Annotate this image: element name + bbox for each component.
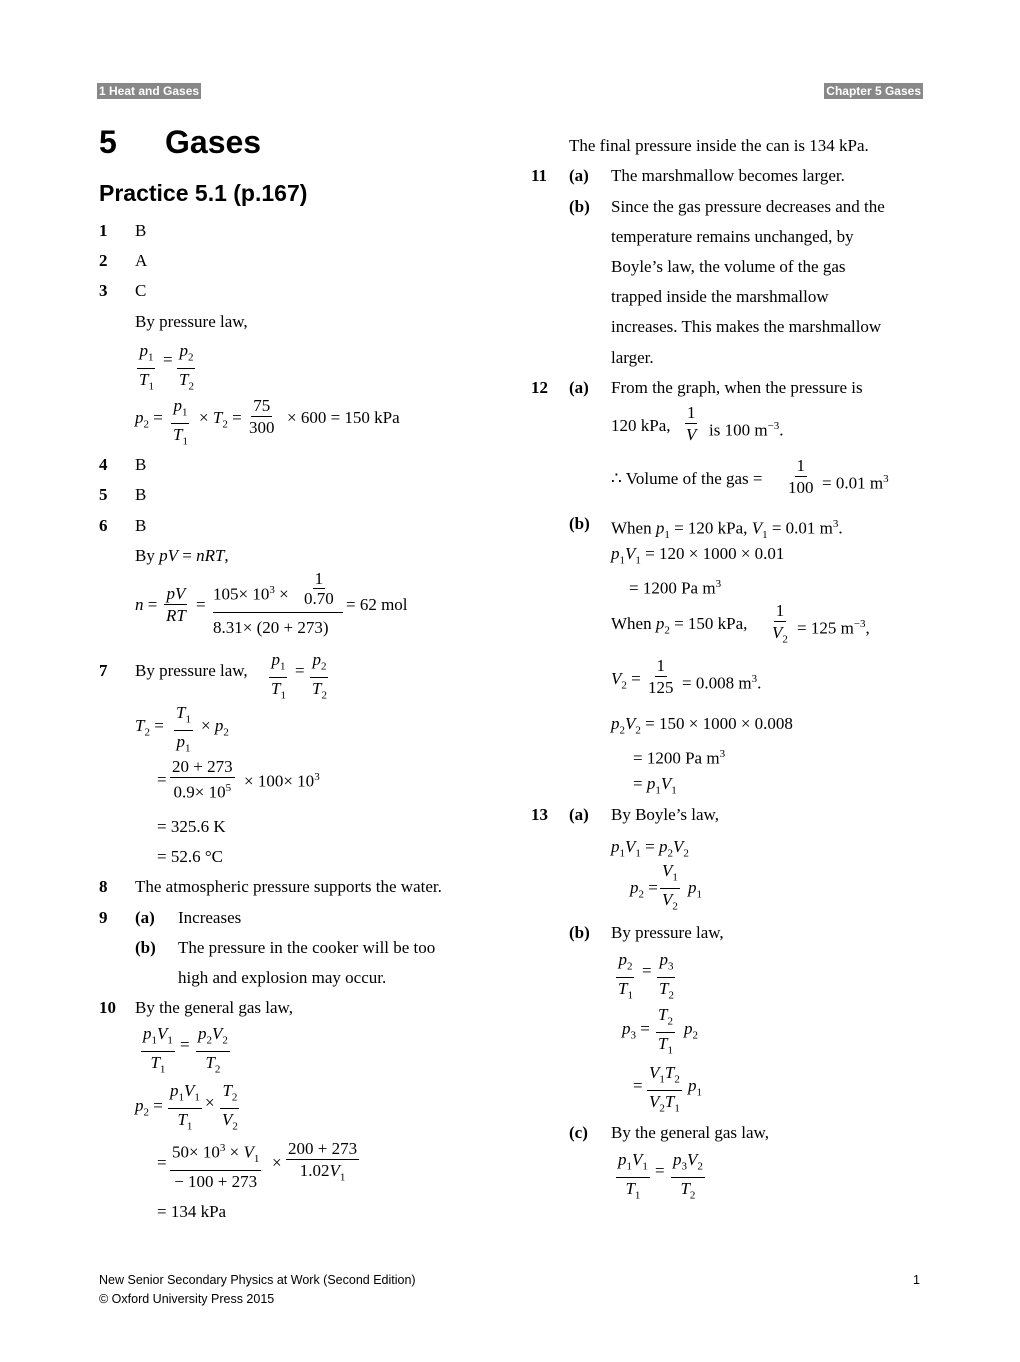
answer: By Boyle’s law, bbox=[611, 805, 719, 824]
answer-line: trapped inside the marshmallow bbox=[611, 287, 829, 306]
part-label: (a) bbox=[569, 378, 589, 397]
fraction: $p_1V_1$ $T_1$ bbox=[170, 1081, 200, 1133]
question-number: 8 bbox=[99, 877, 108, 896]
practice-heading: Practice 5.1 (p.167) bbox=[99, 180, 308, 206]
page-title bbox=[99, 124, 261, 161]
answer: ∴ Volume of the gas = bbox=[611, 469, 763, 488]
equation-result: = $p_1V_1$ bbox=[633, 774, 677, 797]
answer: B bbox=[135, 485, 147, 504]
fraction: $p_2$ $T_2$ bbox=[312, 650, 327, 702]
question-number: 2 bbox=[99, 251, 108, 270]
fraction: $p_3V_2$ $T_2$ bbox=[673, 1150, 703, 1202]
equation-result: = 0.01 $m^3$ bbox=[822, 473, 889, 493]
answer: Increases bbox=[178, 908, 242, 927]
question-number: 3 bbox=[99, 281, 108, 300]
header-chapter-name: Chapter 5 Gases bbox=[826, 84, 921, 98]
fraction: 200 + 273 $1.02V_1$ bbox=[288, 1139, 358, 1184]
answer: is 100 $m^{-3}$. bbox=[709, 420, 784, 440]
chapter-name: Gases bbox=[165, 124, 262, 160]
fraction: $p_1V_1$ $T_1$ bbox=[618, 1150, 648, 1202]
fraction: pV RT bbox=[166, 584, 186, 625]
answer: A bbox=[135, 251, 148, 270]
fraction: 1 V bbox=[686, 403, 697, 444]
part-label: (b) bbox=[569, 923, 590, 942]
part-label: (b) bbox=[569, 197, 590, 216]
fraction: $p_2V_2$ $T_2$ bbox=[198, 1024, 228, 1076]
answer: C bbox=[135, 281, 147, 300]
fraction: $p_2$ $T_1$ bbox=[618, 950, 633, 1002]
answer: From the graph, when the pressure is bbox=[611, 378, 863, 397]
answer: B bbox=[135, 221, 147, 240]
solution-text: By the general gas law, bbox=[135, 998, 293, 1017]
answer: When $p_2 = 150$ kPa, bbox=[611, 614, 748, 637]
fraction: 1 100 bbox=[788, 456, 814, 497]
answer: The atmospheric pressure supports the water. bbox=[135, 877, 442, 896]
fraction: $T_1$ $p_1$ bbox=[176, 703, 191, 755]
answer-line: temperature remains unchanged, by bbox=[611, 227, 854, 246]
page-number: 1 bbox=[913, 1273, 920, 1287]
chapter-number: 5 bbox=[99, 124, 117, 160]
equation-result: = 134 kPa bbox=[157, 1202, 227, 1221]
equation-result: × 600 = 150 kPa bbox=[287, 408, 400, 427]
answer: By pressure law, bbox=[611, 923, 724, 942]
question-number: 6 bbox=[99, 516, 108, 535]
equation-result: = 325.6 K bbox=[157, 817, 226, 836]
question-number: 7 bbox=[99, 661, 108, 680]
answer: When $p_1 = 120$ kPa, $V_1 = 0.01$ $m^3$. bbox=[611, 518, 843, 542]
fraction: 1 0.70 bbox=[304, 569, 334, 608]
fraction: 20 + 273 $0.9\times 10^5$ bbox=[172, 757, 233, 802]
question-number: 1 bbox=[99, 221, 108, 240]
equation-result: = 0.008 $m^3$. bbox=[682, 673, 762, 693]
header-chapter-part: 1 Heat and Gases bbox=[99, 84, 200, 98]
equation-lhs: $p_2$ = bbox=[135, 408, 163, 431]
question-number: 9 bbox=[99, 908, 108, 927]
question-number: 12 bbox=[531, 378, 548, 397]
answer: B bbox=[135, 516, 147, 535]
equation-result: = 1200 Pa $m^3$ bbox=[633, 748, 726, 768]
equation-term: × $100\times 10^3$ bbox=[244, 771, 320, 791]
fraction: $T_2$ $T_1$ bbox=[658, 1005, 673, 1057]
part-label: (b) bbox=[135, 938, 156, 957]
footer-copyright: © Oxford University Press 2015 bbox=[99, 1292, 275, 1306]
fraction: $p_3$ $T_2$ bbox=[659, 950, 674, 1002]
part-label: (a) bbox=[569, 805, 589, 824]
question-number: 13 bbox=[531, 805, 548, 824]
question-number: 5 bbox=[99, 485, 108, 504]
fraction: 75 300 bbox=[249, 396, 275, 437]
fraction: $V_1T_2$ $V_2T_1$ bbox=[649, 1063, 680, 1115]
fraction: 1 125 bbox=[648, 656, 674, 697]
solution-text: By pressure law, bbox=[135, 661, 248, 680]
answer: 120 kPa, bbox=[611, 416, 671, 435]
answer-line: Since the gas pressure decreases and the bbox=[611, 197, 885, 216]
numerator: $105\times 10^3$ × bbox=[213, 584, 289, 604]
fraction: $T_2$ $V_2$ bbox=[222, 1081, 238, 1133]
answer: The pressure in the cooker will be too bbox=[178, 938, 436, 957]
fraction: $p_1$ $T_1$ bbox=[139, 341, 154, 393]
solution-text: By pV = nRT, bbox=[135, 546, 229, 565]
fraction: $p_1$ $T_1$ bbox=[271, 650, 286, 702]
equation: $p_2V_2 = 150 \times 1000 \times 0.008$ bbox=[611, 714, 793, 737]
fraction: 1 $V_2$ bbox=[772, 601, 788, 646]
answer-line: increases. This makes the marshmallow bbox=[611, 317, 882, 336]
question-number: 4 bbox=[99, 455, 108, 474]
fraction: $V_1$ $V_2$ bbox=[662, 861, 678, 913]
equation-result: = 62 mol bbox=[346, 595, 408, 614]
denominator: 8.31× (20 + 273) bbox=[213, 618, 329, 637]
solution-text: By pressure law, bbox=[135, 312, 248, 331]
fraction: $p_1V_1$ $T_1$ bbox=[143, 1024, 173, 1076]
answer: By the general gas law, bbox=[611, 1123, 769, 1142]
footer-book-title: New Senior Secondary Physics at Work (Second Edition) bbox=[99, 1273, 416, 1287]
answer: B bbox=[135, 455, 147, 474]
part-label: (c) bbox=[569, 1123, 588, 1142]
part-label: (a) bbox=[569, 166, 589, 185]
equation: $p_1V_1 = 120 \times 1000 \times 0.01$ bbox=[611, 544, 785, 567]
fraction: $p_1$ $T_1$ bbox=[173, 396, 188, 448]
equation-result: = 125 $m^{-3}$, bbox=[797, 618, 870, 638]
part-label: (a) bbox=[135, 908, 155, 927]
answer: The marshmallow becomes larger. bbox=[611, 166, 845, 185]
answer: The final pressure inside the can is 134 kPa. bbox=[569, 136, 869, 155]
equation-result: = 52.6 °C bbox=[157, 847, 223, 866]
fraction: $50\times 10^3 \times V_1$ − 100 + 273 bbox=[170, 1139, 261, 1191]
question-number: 11 bbox=[531, 166, 548, 185]
equation: $p_1V_1 = p_2V_2$ bbox=[611, 837, 689, 860]
answer: high and explosion may occur. bbox=[178, 968, 387, 987]
part-label: (b) bbox=[569, 514, 590, 533]
answer-line: Boyle’s law, the volume of the gas bbox=[611, 257, 846, 276]
answer-line: larger. bbox=[611, 348, 654, 367]
question-number: 10 bbox=[99, 998, 116, 1017]
equation-result: = 1200 Pa $m^3$ bbox=[629, 578, 722, 598]
fraction: $p_2$ $T_2$ bbox=[179, 341, 194, 393]
